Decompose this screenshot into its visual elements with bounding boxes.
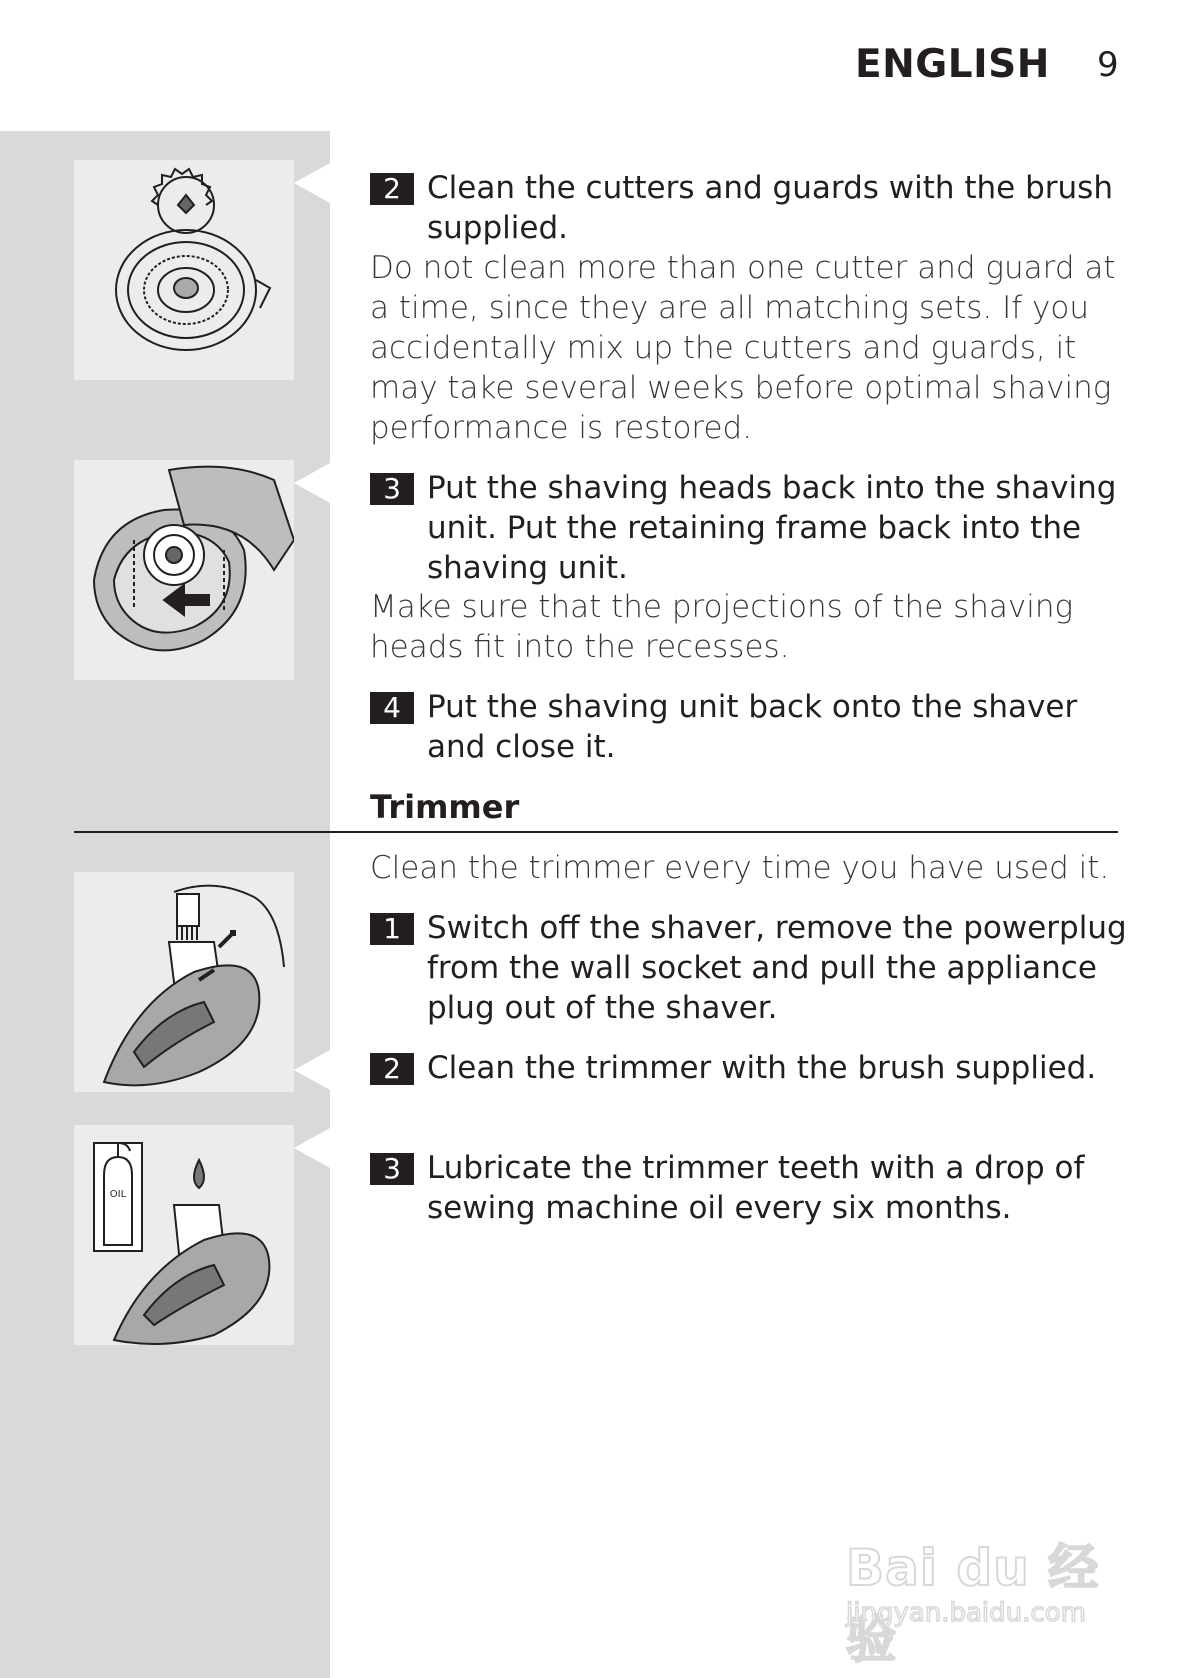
step-text: Lubricate the trimmer teeth with a drop of sewing machine oil every six months. bbox=[427, 1150, 1085, 1226]
step-number-badge: 3 bbox=[370, 473, 414, 505]
illustration-pointer bbox=[294, 1128, 330, 1168]
page-number: 9 bbox=[1097, 45, 1119, 85]
step-text: Clean the trimmer with the brush supplied. bbox=[427, 1050, 1097, 1086]
page-language-heading: ENGLISH bbox=[855, 42, 1050, 87]
trimmer-intro: Clean the trimmer every time you have used it. bbox=[370, 850, 1110, 886]
illustration-pointer bbox=[294, 1050, 330, 1090]
watermark-url: jingyan.baidu.com bbox=[846, 1598, 1086, 1628]
step-number-badge: 1 bbox=[370, 913, 414, 945]
step-number-badge: 3 bbox=[370, 1153, 414, 1185]
step-number-badge: 2 bbox=[370, 173, 414, 205]
trimmer-brush-illustration bbox=[74, 872, 294, 1092]
section-divider bbox=[74, 831, 1118, 833]
step-replace-heads bbox=[370, 468, 1130, 588]
trimmer-section-title: Trimmer bbox=[370, 788, 520, 826]
baidu-watermark bbox=[846, 1500, 1126, 1669]
step-number-badge: 2 bbox=[370, 1053, 414, 1085]
cutter-caution-note: Do not clean more than one cutter and guard at a time, since they are all matching sets. If you accidentally mix up the cutters and guards, it may take several weeks before optimal shaving performance is restored. bbox=[370, 250, 1116, 446]
step-number-badge: 4 bbox=[370, 692, 414, 724]
illustration-pointer bbox=[294, 163, 330, 203]
oil-bottle-label: OIL bbox=[109, 1189, 127, 1200]
trimmer-oil-illustration bbox=[74, 1125, 294, 1345]
step-close-unit bbox=[370, 687, 1130, 767]
step-text: Clean the cutters and guards with the brush supplied. bbox=[427, 170, 1113, 246]
watermark-logo: Bai du 经验 bbox=[846, 1539, 1100, 1669]
step-lubricate bbox=[370, 1148, 1130, 1228]
step-text: Put the shaving heads back into the shaving unit. Put the retaining frame back into the shaving unit. bbox=[427, 470, 1117, 586]
illustration-pointer bbox=[294, 463, 330, 503]
step-clean-cutters bbox=[370, 168, 1130, 248]
step-text: Switch off the shaver, remove the powerplug from the wall socket and pull the appliance plug out of the shaver. bbox=[427, 910, 1127, 1026]
projection-note: Make sure that the projections of the shaving heads fit into the recesses. bbox=[370, 589, 1074, 665]
step-clean-trimmer bbox=[370, 1048, 1130, 1088]
cutter-guard-illustration bbox=[74, 160, 294, 380]
shaving-unit-illustration bbox=[74, 460, 294, 680]
step-switch-off bbox=[370, 908, 1130, 1028]
step-text: Put the shaving unit back onto the shaver and close it. bbox=[427, 689, 1078, 765]
